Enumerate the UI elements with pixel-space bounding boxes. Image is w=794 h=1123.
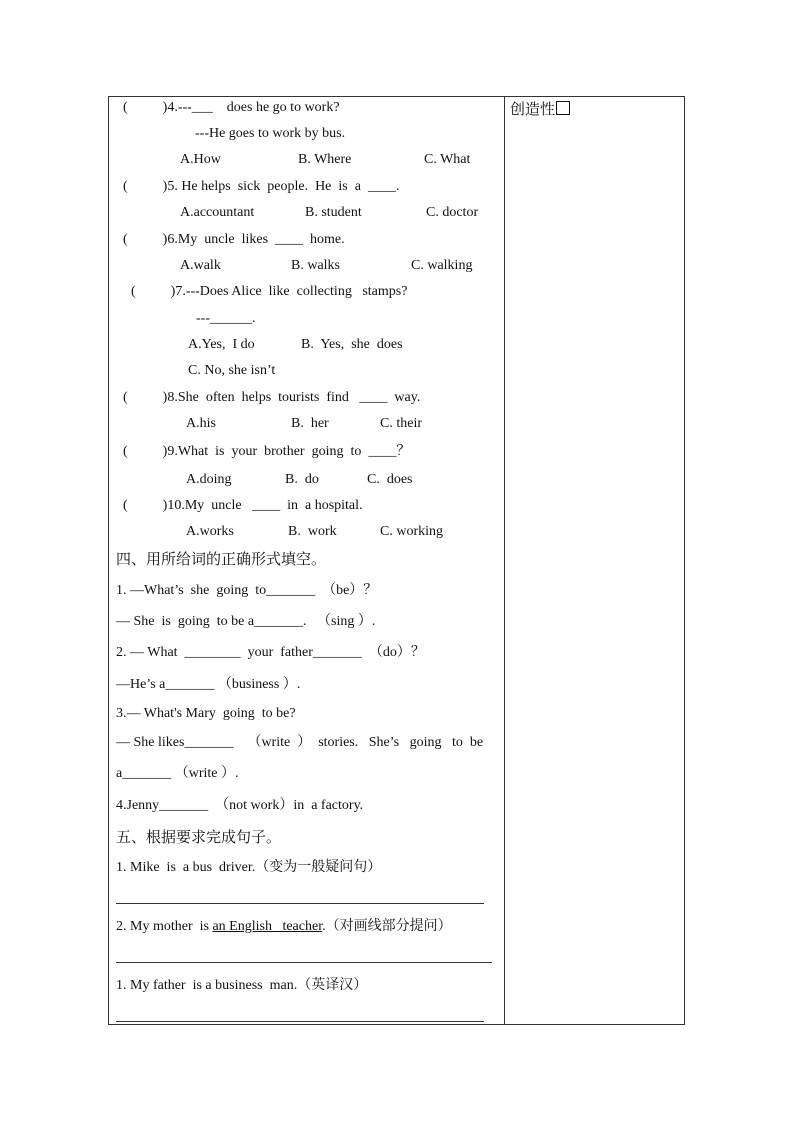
option-b: B. her (291, 416, 329, 431)
option-c: C. working (380, 524, 443, 539)
fill-line: — She is going to be a_______. （sing ）. (116, 614, 376, 629)
option-c: C. their (380, 416, 422, 431)
underlined-text: an English teacher (212, 919, 323, 934)
item-instruction: （对画线部分提问） (325, 918, 452, 934)
option-b: B. student (305, 205, 362, 220)
answer-line (116, 1021, 484, 1022)
option-a: A.doing (186, 472, 232, 487)
fill-line: 3.— What's Mary going to be? (116, 706, 296, 721)
fill-line: 1. —What’s she going to_______ （be）？ (116, 583, 378, 598)
rewrite-item-1 (116, 858, 381, 877)
option-b: B. work (288, 524, 337, 539)
rewrite-item-3 (116, 976, 367, 995)
answer-line (116, 962, 492, 963)
fill-line: a_______ （write ）. (116, 766, 239, 781)
option-c: C. does (367, 472, 413, 487)
option-a: A.How (180, 152, 221, 167)
option-b: B. walks (291, 258, 340, 273)
question-7: ( )7.---Does Alice like collecting stamps? (131, 284, 408, 299)
section-4-title: 四、用所给词的正确形式填空。 (116, 550, 327, 568)
fill-line: — She likes_______ （write ） stories. She’s going to be (116, 735, 484, 750)
question-10: ( )10.My uncle ____ in a hospital. (123, 498, 363, 513)
option-c: C. What (424, 152, 471, 167)
column-divider (504, 96, 505, 1025)
question-4: ( )4.---___ does he go to work? (123, 100, 340, 115)
option-b: B. Yes, she does (301, 337, 403, 352)
item-text: 1. Mike is a bus driver. (116, 860, 256, 875)
section-5-title: 五、根据要求完成句子。 (116, 828, 282, 846)
question-8: ( )8.She often helps tourists find ____ way. (123, 390, 421, 405)
checkbox-square (556, 101, 570, 115)
question-6: ( )6.My uncle likes ____ home. (123, 232, 345, 247)
fill-line: 2. — What ________ your father_______ （do）？ (116, 645, 425, 660)
option-a: A.Yes, I do (188, 337, 255, 352)
option-c: C. doctor (426, 205, 479, 220)
option-a: A.accountant (180, 205, 255, 220)
question-7-answer: ---______. (196, 311, 256, 326)
fill-line: 4.Jenny_______ （not work）in a factory. (116, 798, 364, 813)
option-c: C. walking (411, 258, 473, 273)
side-label-text: 创造性 (510, 100, 556, 118)
item-text: 1. My father is a business man. (116, 978, 298, 993)
rewrite-item-2 (116, 917, 452, 936)
question-5: ( )5. He helps sick people. He is a ____. (123, 179, 400, 194)
fill-line: —He’s a_______ （business ）. (116, 677, 301, 692)
item-instruction: （变为一般疑问句） (255, 859, 382, 875)
option-b: B. Where (298, 152, 352, 167)
option-a: A.walk (180, 258, 221, 273)
item-text: 2. My mother is (116, 919, 213, 934)
question-9: ( )9.What is your brother going to ____？ (123, 444, 411, 459)
option-c: C. No, she isn’t (188, 363, 276, 378)
option-a: A.works (186, 524, 234, 539)
question-4-answer: ---He goes to work by bus. (195, 126, 346, 141)
option-a: A.his (186, 416, 216, 431)
item-punct: . (322, 919, 326, 934)
option-b: B. do (285, 472, 319, 487)
item-instruction: （英译汉） (297, 977, 368, 993)
side-column-label (510, 98, 570, 119)
answer-line (116, 903, 484, 904)
